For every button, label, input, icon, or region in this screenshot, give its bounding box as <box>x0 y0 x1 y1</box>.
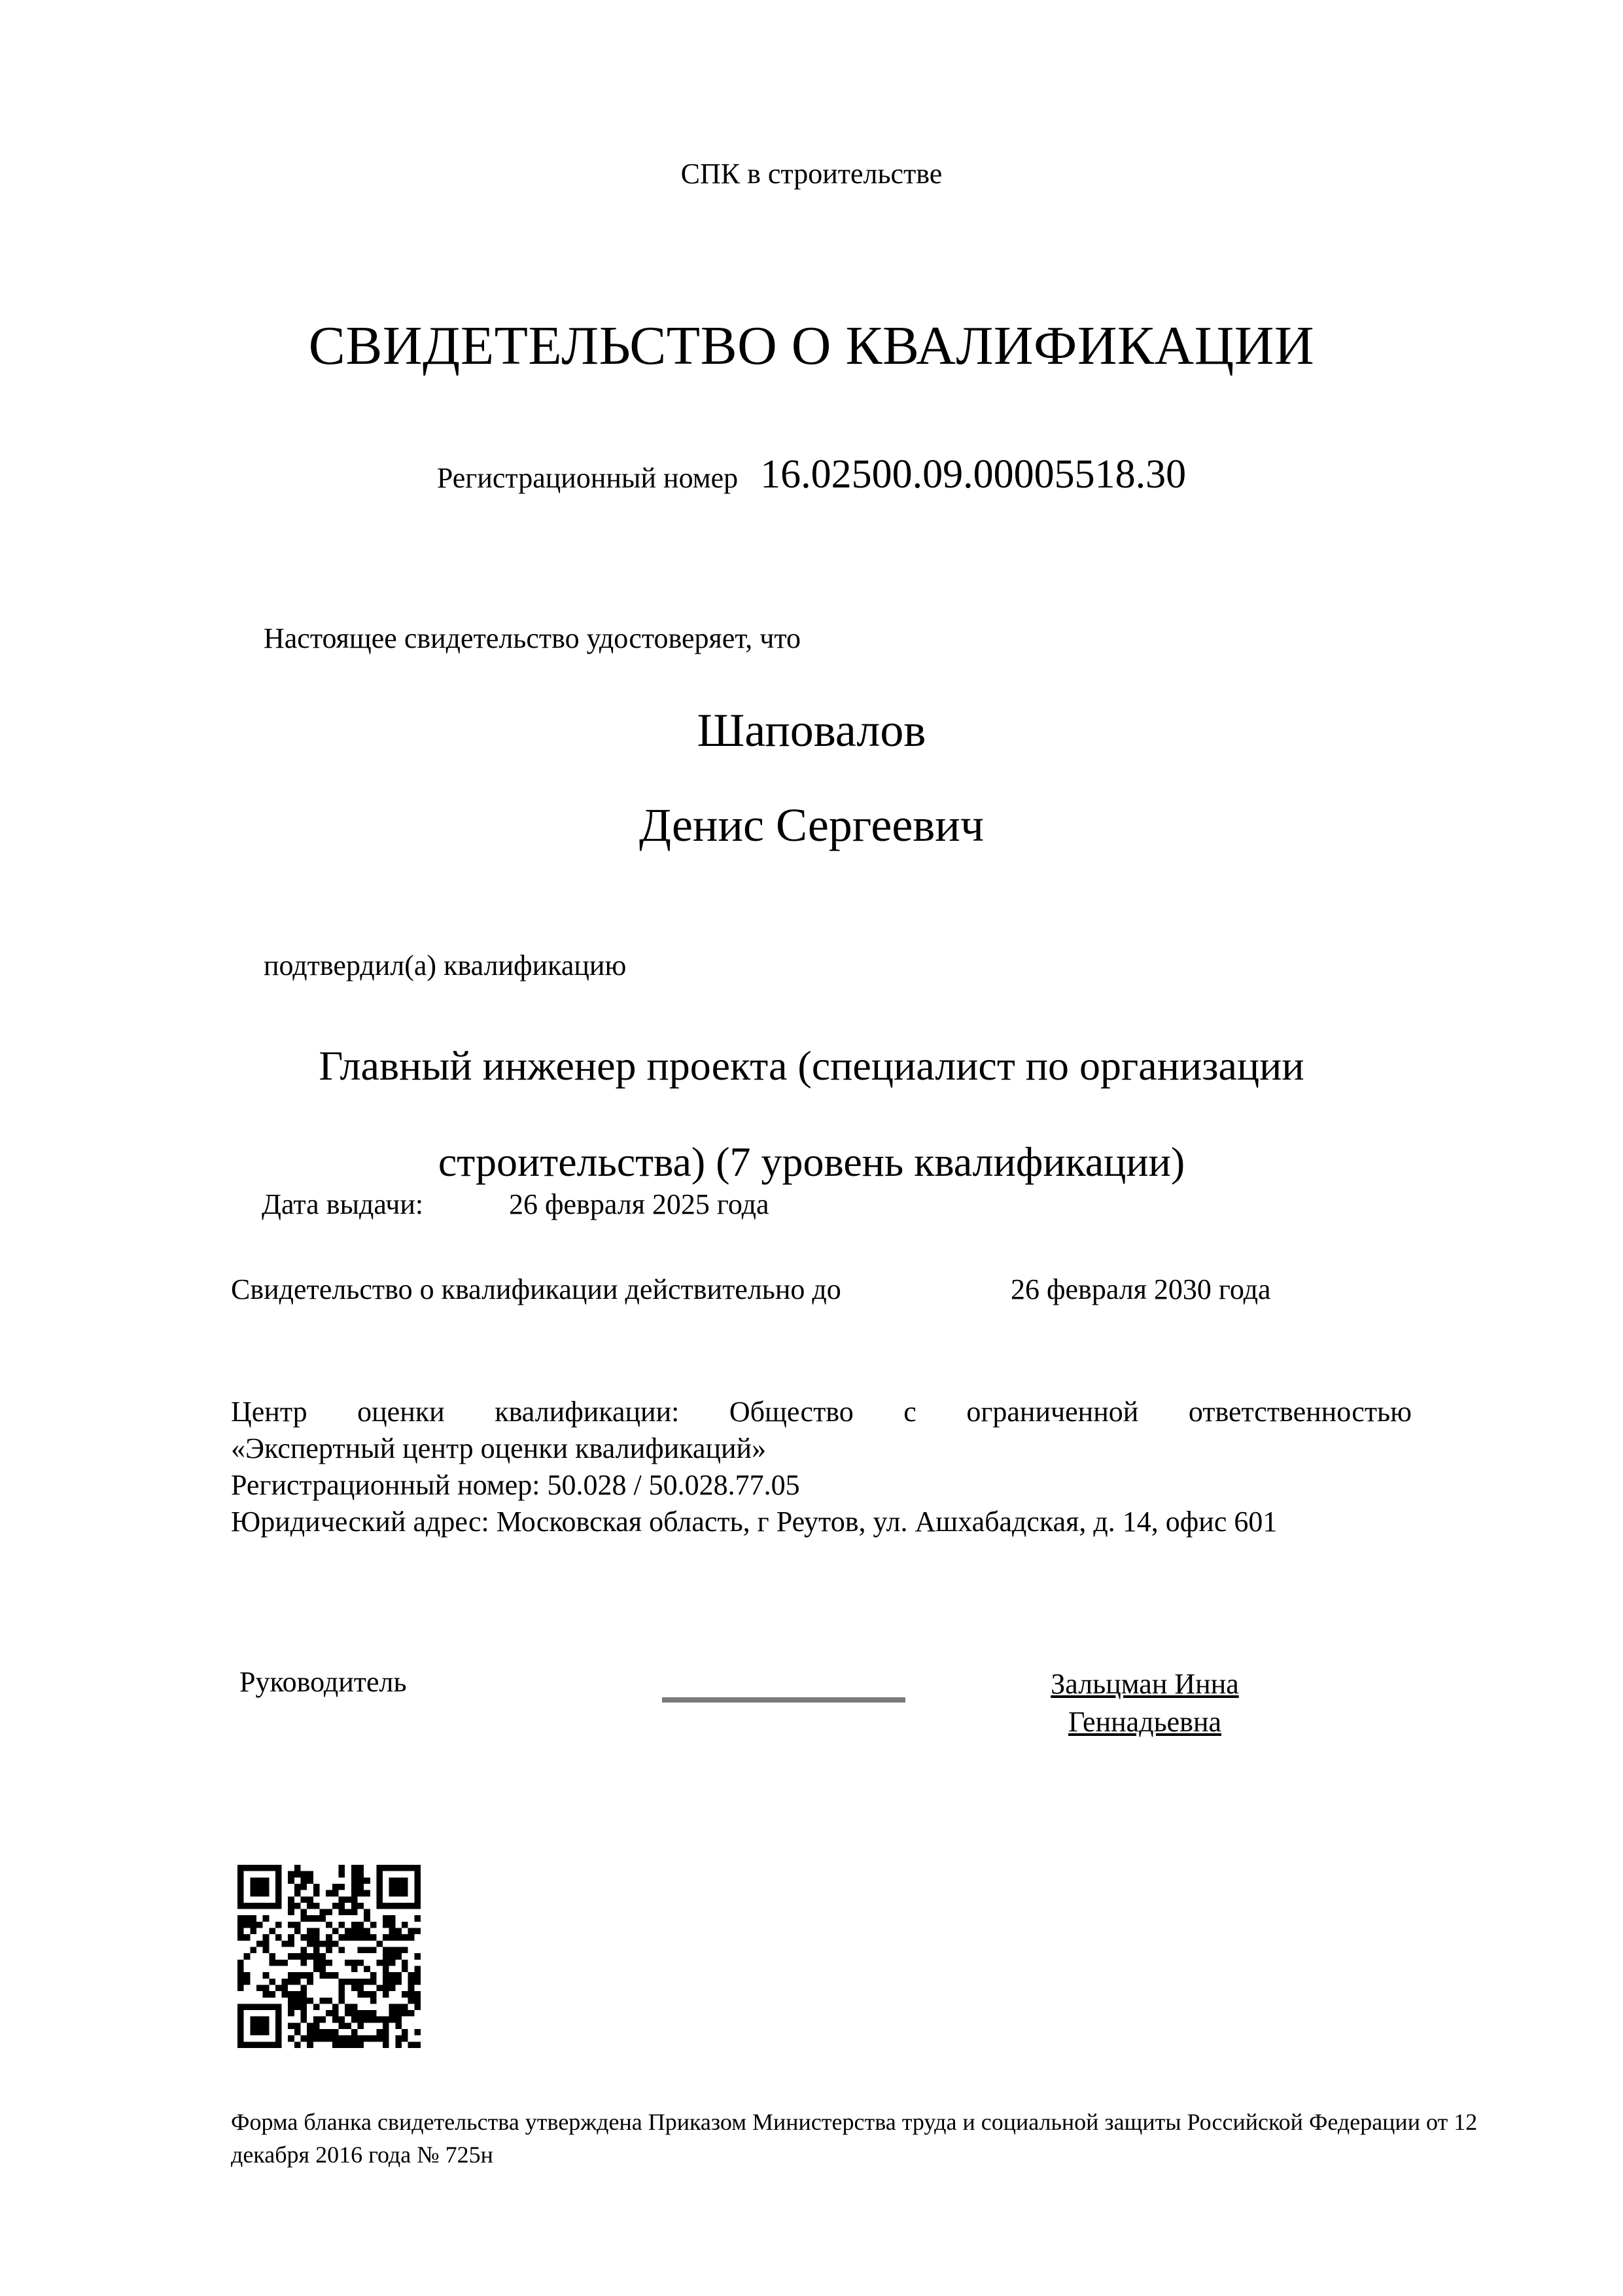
issue-date-value: 26 февраля 2025 года <box>509 1188 769 1220</box>
document-title: СВИДЕТЕЛЬСТВО О КВАЛИФИКАЦИИ <box>308 315 1315 376</box>
signature-line <box>662 1697 905 1703</box>
head-role-label: Руководитель <box>239 1666 407 1698</box>
holder-given-names: Денис Сергеевич <box>638 799 985 851</box>
confirmed-text: подтвердил(а) квалификацию <box>264 949 627 981</box>
registration-label: Регистрационный номер <box>436 462 739 494</box>
qr-code-icon <box>237 1865 421 2048</box>
form-approval-note: Форма бланка свидетельства утверждена Приказом Министерства труда и социальной защиты Российской Федерации от 12 декабря 2016 года № 725н <box>231 2109 1478 2168</box>
qualification-name: Главный инженер проекта (специалист по организации строительства) (7 уровень квалификации) <box>319 1042 1304 1185</box>
registration-number: 16.02500.09.00005518.30 <box>760 452 1187 497</box>
issue-date-label: Дата выдачи: <box>262 1188 424 1220</box>
center-legal-address: Юридический адрес: Московская область, г Реутов, ул. Ашхабадская, д. 14, офис 601 <box>231 1506 1278 1538</box>
head-name: Зальцман Инна Геннадьевна <box>1051 1668 1239 1738</box>
valid-until-value: 26 февраля 2030 года <box>1011 1273 1271 1305</box>
certifies-text: Настоящее свидетельство удостоверяет, что <box>264 622 801 654</box>
council-name: СПК в строительстве <box>680 158 943 190</box>
center-org-line: Центр оценки квалификации: Общество с ограниченной ответственностью <box>231 1396 1412 1428</box>
assessment-center-info <box>231 1394 1412 1540</box>
holder-surname: Шаповалов <box>697 704 926 756</box>
center-org-name: «Экспертный центр оценки квалификаций» <box>231 1432 767 1464</box>
valid-until-label: Свидетельство о квалификации действительно до <box>231 1273 841 1305</box>
registration-line <box>0 451 1623 498</box>
center-reg-number: Регистрационный номер: 50.028 / 50.028.77.05 <box>231 1469 800 1501</box>
